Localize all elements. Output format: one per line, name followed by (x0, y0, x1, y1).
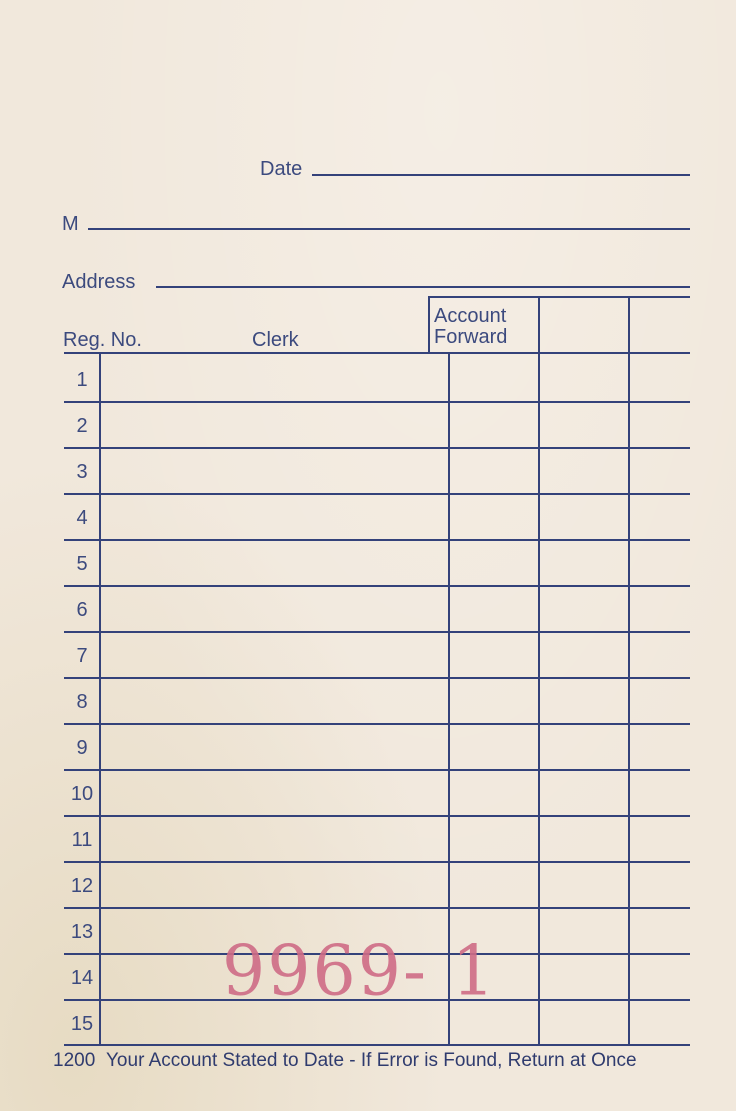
row-number: 6 (76, 599, 88, 621)
footer-notice: Your Account Stated to Date - If Error is Found, Return at Once (106, 1050, 637, 1071)
address-line[interactable] (156, 286, 690, 288)
column-divider-2 (538, 296, 540, 1046)
row-number: 7 (76, 645, 88, 667)
row-line (64, 401, 690, 403)
row-number: 12 (70, 875, 94, 897)
row-line (64, 815, 690, 817)
column-divider-3 (628, 296, 630, 1046)
row-number: 14 (70, 967, 94, 989)
row-line (64, 723, 690, 725)
table-bottom-line (64, 1044, 690, 1046)
row-number: 5 (76, 553, 88, 575)
account-forward-label-line1: Account (434, 305, 507, 327)
row-line (64, 539, 690, 541)
m-label: M (62, 213, 79, 235)
clerk-label: Clerk (252, 329, 299, 351)
row-number: 1 (76, 369, 88, 391)
form-number: 1200 (53, 1050, 96, 1071)
account-forward-top-line (428, 296, 690, 298)
stamped-form-number: 9969- 1 (222, 931, 497, 1012)
row-line (64, 769, 690, 771)
reg-no-label: Reg. No. (63, 329, 142, 351)
row-line (64, 861, 690, 863)
row-number: 15 (70, 1013, 94, 1035)
row-number: 3 (76, 461, 88, 483)
address-label: Address (62, 271, 136, 293)
row-line (64, 677, 690, 679)
row-line (64, 493, 690, 495)
row-number: 10 (70, 783, 94, 805)
row-number: 9 (76, 737, 88, 759)
row-number: 8 (76, 691, 88, 713)
row-number: 2 (76, 415, 88, 437)
account-forward-left-border (428, 296, 430, 354)
date-label: Date (260, 158, 303, 180)
row-number: 4 (76, 507, 88, 529)
row-line (64, 585, 690, 587)
row-line (64, 907, 690, 909)
account-forward-label-line2: Forward (434, 326, 508, 348)
row-line (64, 631, 690, 633)
date-line[interactable] (312, 174, 690, 176)
row-line (64, 447, 690, 449)
row-number: 11 (71, 829, 93, 851)
row-number: 13 (70, 921, 94, 943)
m-line[interactable] (88, 228, 690, 230)
header-bottom-line (64, 352, 690, 354)
